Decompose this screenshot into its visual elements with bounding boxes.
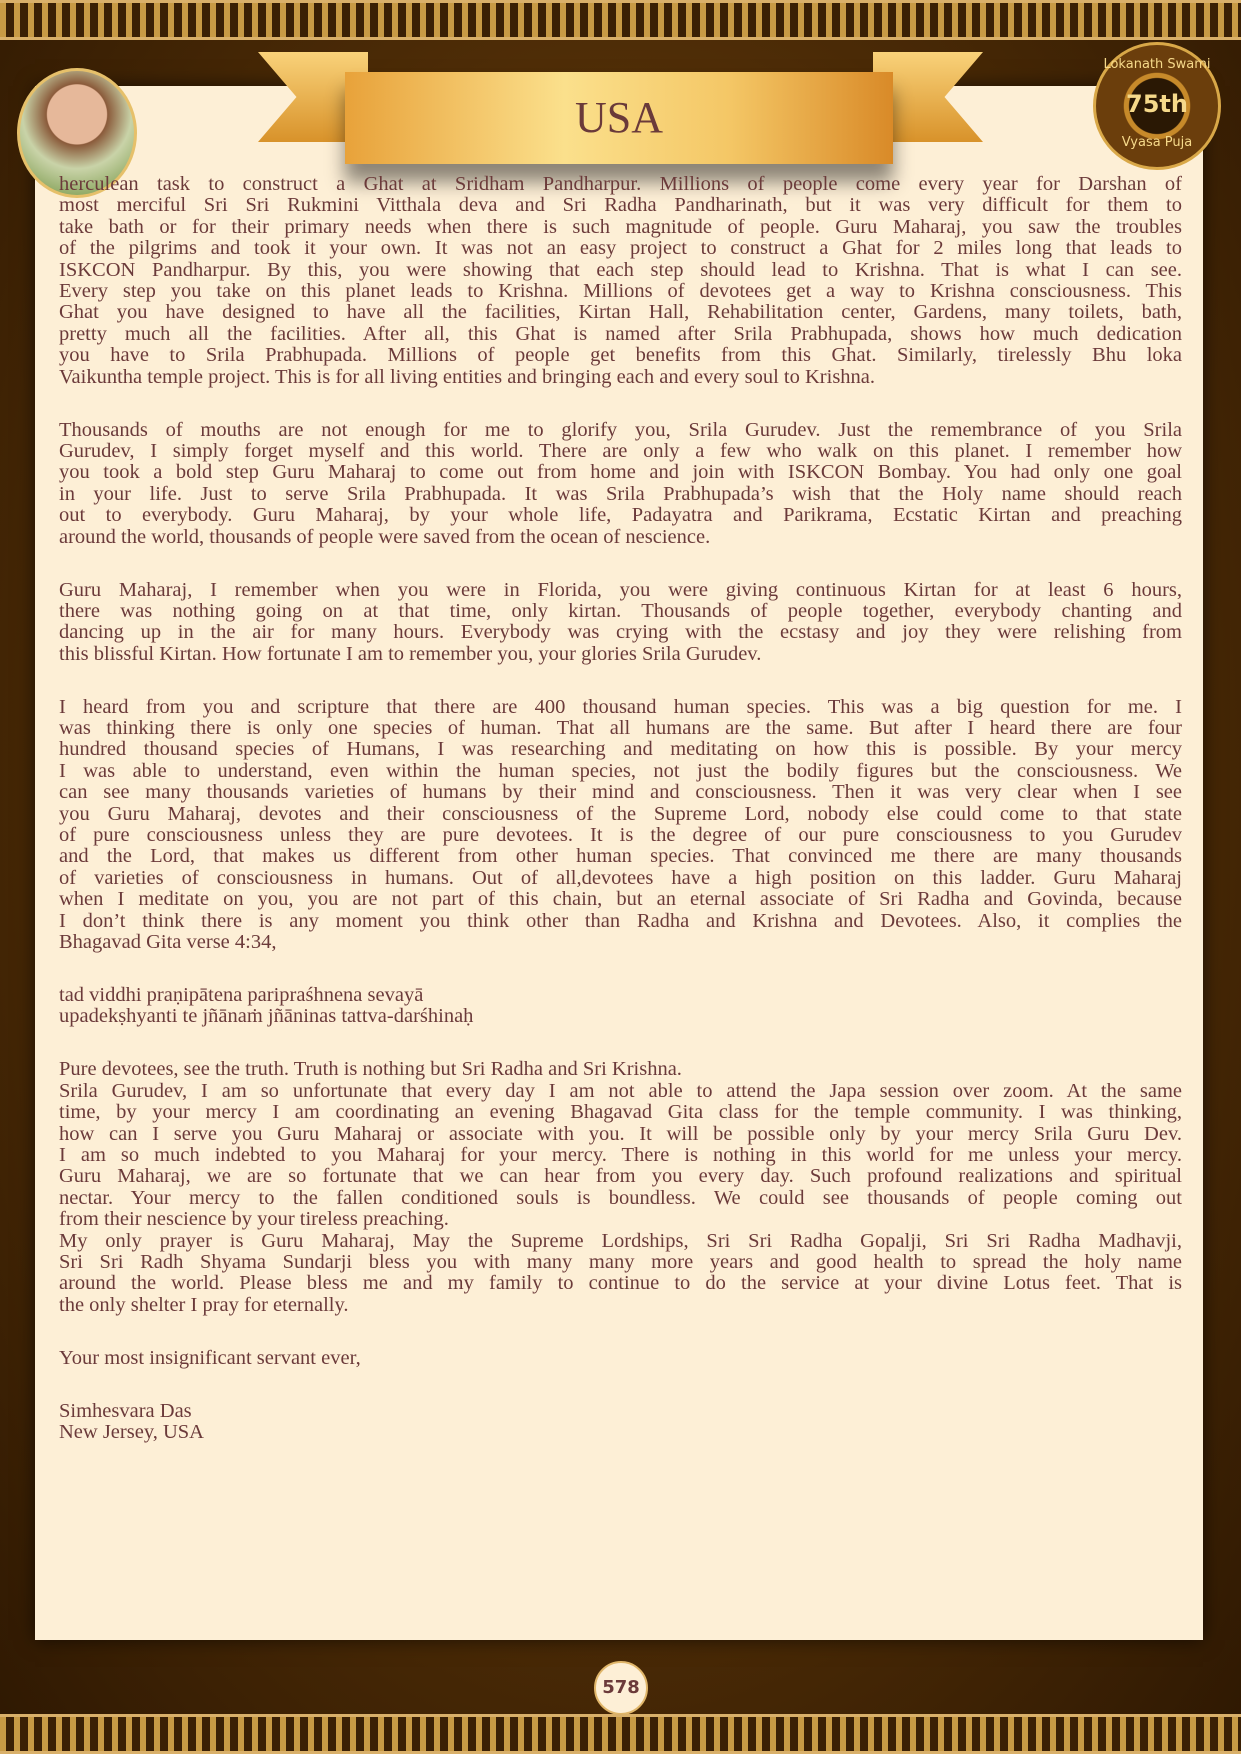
text-line: out to everybody. Guru Maharaj, by your whole life, Padayatra and Parikrama, Ecstatic Kirtan and preaching [59, 504, 1182, 527]
text-line: the only shelter I pray for eternally. [59, 1293, 349, 1316]
text-line: Gurudev, I simply forget myself and this world. There are only a few who walk on this planet. I remember how [59, 439, 1182, 462]
text-line: ISKCON Pandharpur. By this, you were showing that each step should lead to Krishna. That is what I can see. [59, 258, 1182, 281]
text-line: hundred thousand species of Humans, I was researching and meditating on how this is possible. By your mercy [59, 738, 1182, 761]
ornamental-border-top [0, 0, 1241, 40]
text-line: Pure devotees, see the truth. Truth is nothing but Sri Radha and Sri Krishna. [59, 1058, 682, 1081]
text-line: how can I serve you Guru Maharaj or associate with you. It will be possible only by your mercy Srila Guru Dev. [59, 1122, 1182, 1145]
text-line: of the pilgrims and took it your own. It was not an easy project to construct a Ghat for 2 miles long that leads to [59, 237, 1182, 260]
paragraph [59, 1348, 1182, 1369]
paragraph [59, 580, 1182, 666]
text-line: I heard from you and scripture that there are 400 thousand human species. This was a big question for me. I [59, 695, 1182, 718]
page-title: USA [574, 93, 664, 142]
text-line: I am so much indebted to you Maharaj for your mercy. There is nothing in this world for me unless your mercy. [59, 1143, 1182, 1166]
paragraph [59, 1059, 1182, 1316]
text-line: New Jersey, USA [59, 1421, 204, 1443]
text-line: My only prayer is Guru Maharaj, May the Supreme Lordships, Sri Sri Radha Gopalji, Sri Sri Radha Madhavji, [59, 1229, 1182, 1252]
text-line: upadekṣhyanti te jñānaṁ jñāninas tattva-darśhinaḥ [59, 1005, 474, 1028]
text-line: Guru Maharaj, I remember when you were in Florida, you were giving continuous Kirtan for at least 6 hours, [59, 578, 1182, 601]
ornamental-border-bottom [0, 1714, 1241, 1754]
text-line: herculean task to construct a Ghat at Sridham Pandharpur. Millions of people come every year for Darshan of [59, 173, 1182, 195]
text-line: of varieties of consciousness in humans. Out of all,devotees have a high position on this ladder. Guru Maharaj [59, 866, 1182, 889]
text-line: around the world. Please bless me and my family to continue to do the service at your divine Lotus feet. That is [59, 1272, 1182, 1295]
text-line: time, by your mercy I am coordinating an evening Bhagavad Gita class for the temple community. I was thinking, [59, 1101, 1182, 1124]
text-line: nectar. Your mercy to the fallen conditioned souls is boundless. We could see thousands of people coming out [59, 1186, 1182, 1209]
text-line: most merciful Sri Sri Rukmini Vitthala deva and Sri Radha Pandharinath, but it was very difficult for them to [59, 194, 1182, 217]
text-line: this blissful Kirtan. How fortunate I am to remember you, your glories Srila Gurudev. [59, 642, 762, 665]
text-line: Thousands of mouths are not enough for me to glorify you, Srila Gurudev. Just the remembrance of you Srila [59, 418, 1182, 441]
text-line: I don’t think there is any moment you think other than Radha and Krishna and Devotees. Also, it complies the [59, 909, 1182, 932]
text-line: Sri Sri Radh Shyama Sundarji bless you with many many more years and good health to spread the holy name [59, 1250, 1182, 1273]
text-line: Vaikuntha temple project. This is for all living entities and bringing each and every soul to Krishna. [59, 365, 876, 388]
text-line: Ghat you have designed to have all the facilities, Kirtan Hall, Rehabilitation center, Gardens, many toilets, bath, [59, 301, 1182, 324]
text-line: Srila Gurudev, I am so unfortunate that every day I am not able to attend the Japa session over zoom. At the same [59, 1079, 1182, 1102]
text-line: in your life. Just to serve Srila Prabhupada. It was Srila Prabhupada’s wish that the Holy name should reach [59, 482, 1182, 505]
text-line: I was able to understand, even within the human species, not just the bodily figures but the consciousness. We [59, 759, 1182, 782]
text-line: when I meditate on you, you are not part of this chain, but an eternal associate of Sri Radha and Govinda, because [59, 888, 1182, 911]
text-line: Simhesvara Das [59, 1399, 192, 1422]
badge-top-text: Lokanath Swami [1103, 57, 1211, 72]
text-line: take bath or for their primary needs when there is such magnitude of people. Guru Maharaj, you saw the troubles [59, 215, 1182, 238]
paragraph [59, 1401, 1182, 1444]
text-line: around the world, thousands of people were saved from the ocean of nescience. [59, 525, 711, 548]
text-line: from their nescience by your tireless preaching. [59, 1208, 449, 1231]
text-line: you took a bold step Guru Maharaj to come out from home and join with ISKCON Bombay. You had only one goal [59, 461, 1182, 484]
paragraph [59, 174, 1182, 388]
title-ribbon [345, 72, 893, 164]
text-line: tad viddhi praṇipātena paripraśhnena sevayā [59, 984, 424, 1006]
text-line: Your most insignificant servant ever, [59, 1346, 361, 1369]
text-line: was thinking there is only one species of human. That all humans are the same. But after I heard there are four [59, 717, 1182, 740]
text-line: dancing up in the air for many hours. Everybody was crying with the ecstasy and joy they were relishing from [59, 621, 1182, 644]
text-line: you have to Srila Prabhupada. Millions of people get benefits from this Ghat. Similarly, tirelessly Bhu loka [59, 344, 1182, 367]
text-line: you Guru Maharaj, devotes and their consciousness of the Supreme Lord, nobody else could come to that state [59, 802, 1182, 825]
text-line: and the Lord, that makes us different from other human species. That convinced me there are many thousands [59, 845, 1182, 868]
paragraph [59, 420, 1182, 548]
text-line: there was nothing going on at that time, only kirtan. Thousands of people together, everybody chanting and [59, 599, 1182, 622]
paragraph [59, 697, 1182, 954]
page-number: 578 [594, 1661, 648, 1715]
text-line: Every step you take on this planet leads to Krishna. Millions of devotees get a way to Krishna consciousness. This [59, 280, 1182, 303]
paragraph [59, 985, 1182, 1028]
text-line: pretty much all the facilities. After all, this Ghat is named after Srila Prabhupada, shows how much dedication [59, 322, 1182, 345]
badge-bottom-text: Vyasa Puja [1121, 135, 1193, 150]
text-line: of pure consciousness unless they are pure devotees. It is the degree of our pure consciousness to you Gurudev [59, 824, 1182, 847]
vyasa-puja-75th-badge-logo [1093, 42, 1221, 170]
letter-body [59, 174, 1182, 1475]
text-line: Guru Maharaj, we are so fortunate that we can hear from you every day. Such profound realizations and spiritual [59, 1165, 1182, 1188]
text-line: Bhagavad Gita verse 4:34, [59, 931, 277, 954]
badge-number: 75th [1126, 90, 1188, 118]
text-line: can see many thousands varieties of humans by their mind and consciousness. Then it was very clear when I see [59, 781, 1182, 804]
